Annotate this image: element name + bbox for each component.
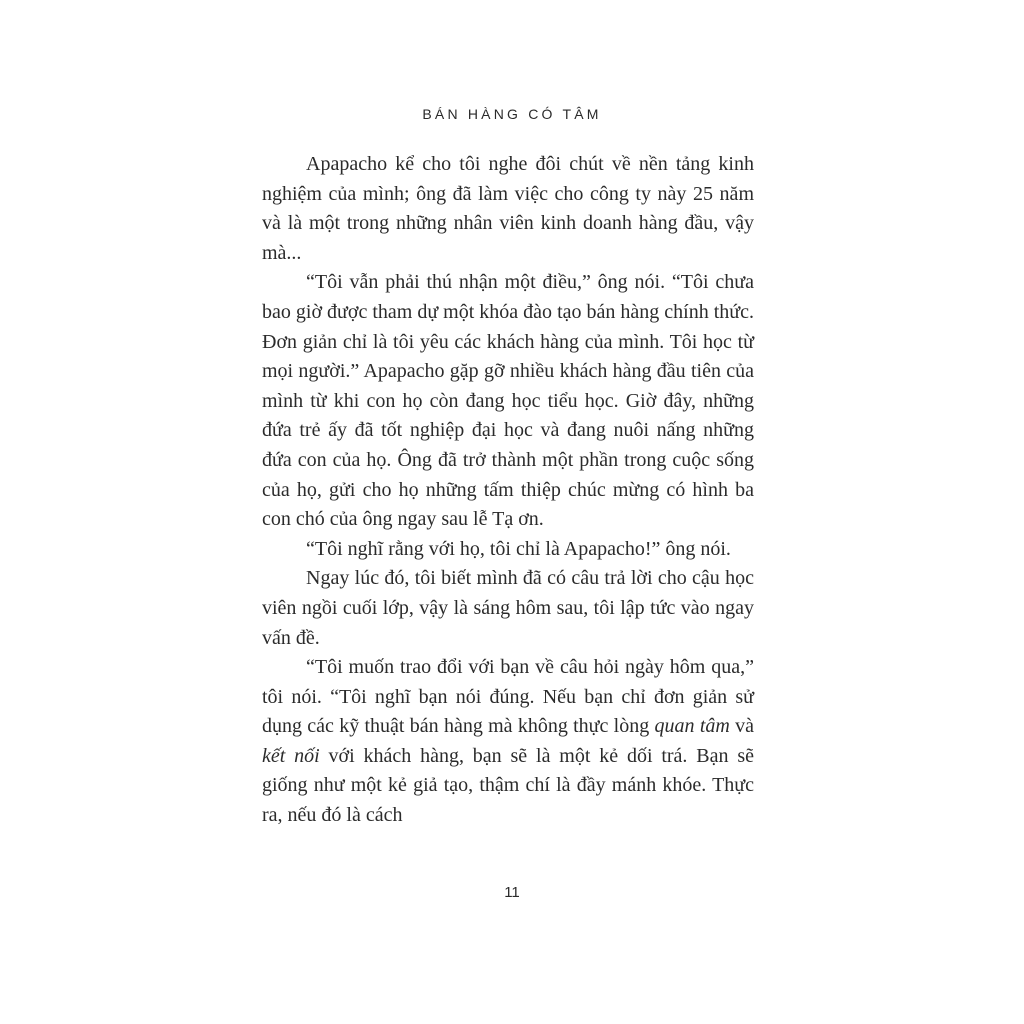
emphasis-ket-noi: kết nối — [262, 744, 320, 767]
paragraph-4: Ngay lúc đó, tôi biết mình đã có câu trả lời cho cậu học viên ngồi cuối lớp, vậy là sáng hôm sau, tôi lập tức vào ngay vấn đề. — [262, 567, 754, 649]
page-number: 11 — [504, 884, 520, 901]
paragraph-5-text-a: “Tôi muốn trao đổi với bạn về câu hỏi ngày hôm qua,” tôi nói. “Tôi nghĩ bạn nói đúng. Nếu bạn chỉ đơn giản sử dụng các kỹ thuật bán hàng mà không thực lòng — [262, 656, 754, 738]
paragraph-5-text-b: và — [729, 715, 754, 738]
paragraph-1: Apapacho kể cho tôi nghe đôi chút về nền tảng kinh nghiệm của mình; ông đã làm việc cho công ty này 25 năm và là một trong những nhân viên kinh doanh hàng đầu, vậy mà... — [262, 153, 754, 264]
paragraph-3: “Tôi nghĩ rằng với họ, tôi chỉ là Apapacho!” ông nói. — [306, 537, 731, 560]
running-header-title: BÁN HÀNG CÓ TÂM — [422, 106, 602, 122]
paragraph-5 — [262, 653, 754, 831]
paragraph-2: “Tôi vẫn phải thú nhận một điều,” ông nói. “Tôi chưa bao giờ được tham dự một khóa đào tạo bán hàng chính thức. Đơn giản chỉ là tôi yêu các khách hàng của mình. Tôi học từ mọi người.” Apapacho gặp gỡ nhiều khách hàng đầu tiên của mình từ khi con họ còn đang học tiểu học. Giờ đây, những đứa trẻ ấy đã tốt nghiệp đại học và đang nuôi nấng những đứa con của họ. Ông đã trở thành một phần trong cuộc sống của họ, gửi cho họ những tấm thiệp chúc mừng có hình ba con chó của ông ngay sau lễ Tạ ơn. — [262, 271, 754, 531]
body-text — [262, 150, 754, 831]
paragraph-5-text-c: với khách hàng, bạn sẽ là một kẻ dối trá. Bạn sẽ giống như một kẻ giả tạo, thậm chí là đầy mánh khóe. Thực ra, nếu đó là cách — [262, 744, 754, 827]
emphasis-quan-tam: quan tâm — [654, 715, 730, 738]
